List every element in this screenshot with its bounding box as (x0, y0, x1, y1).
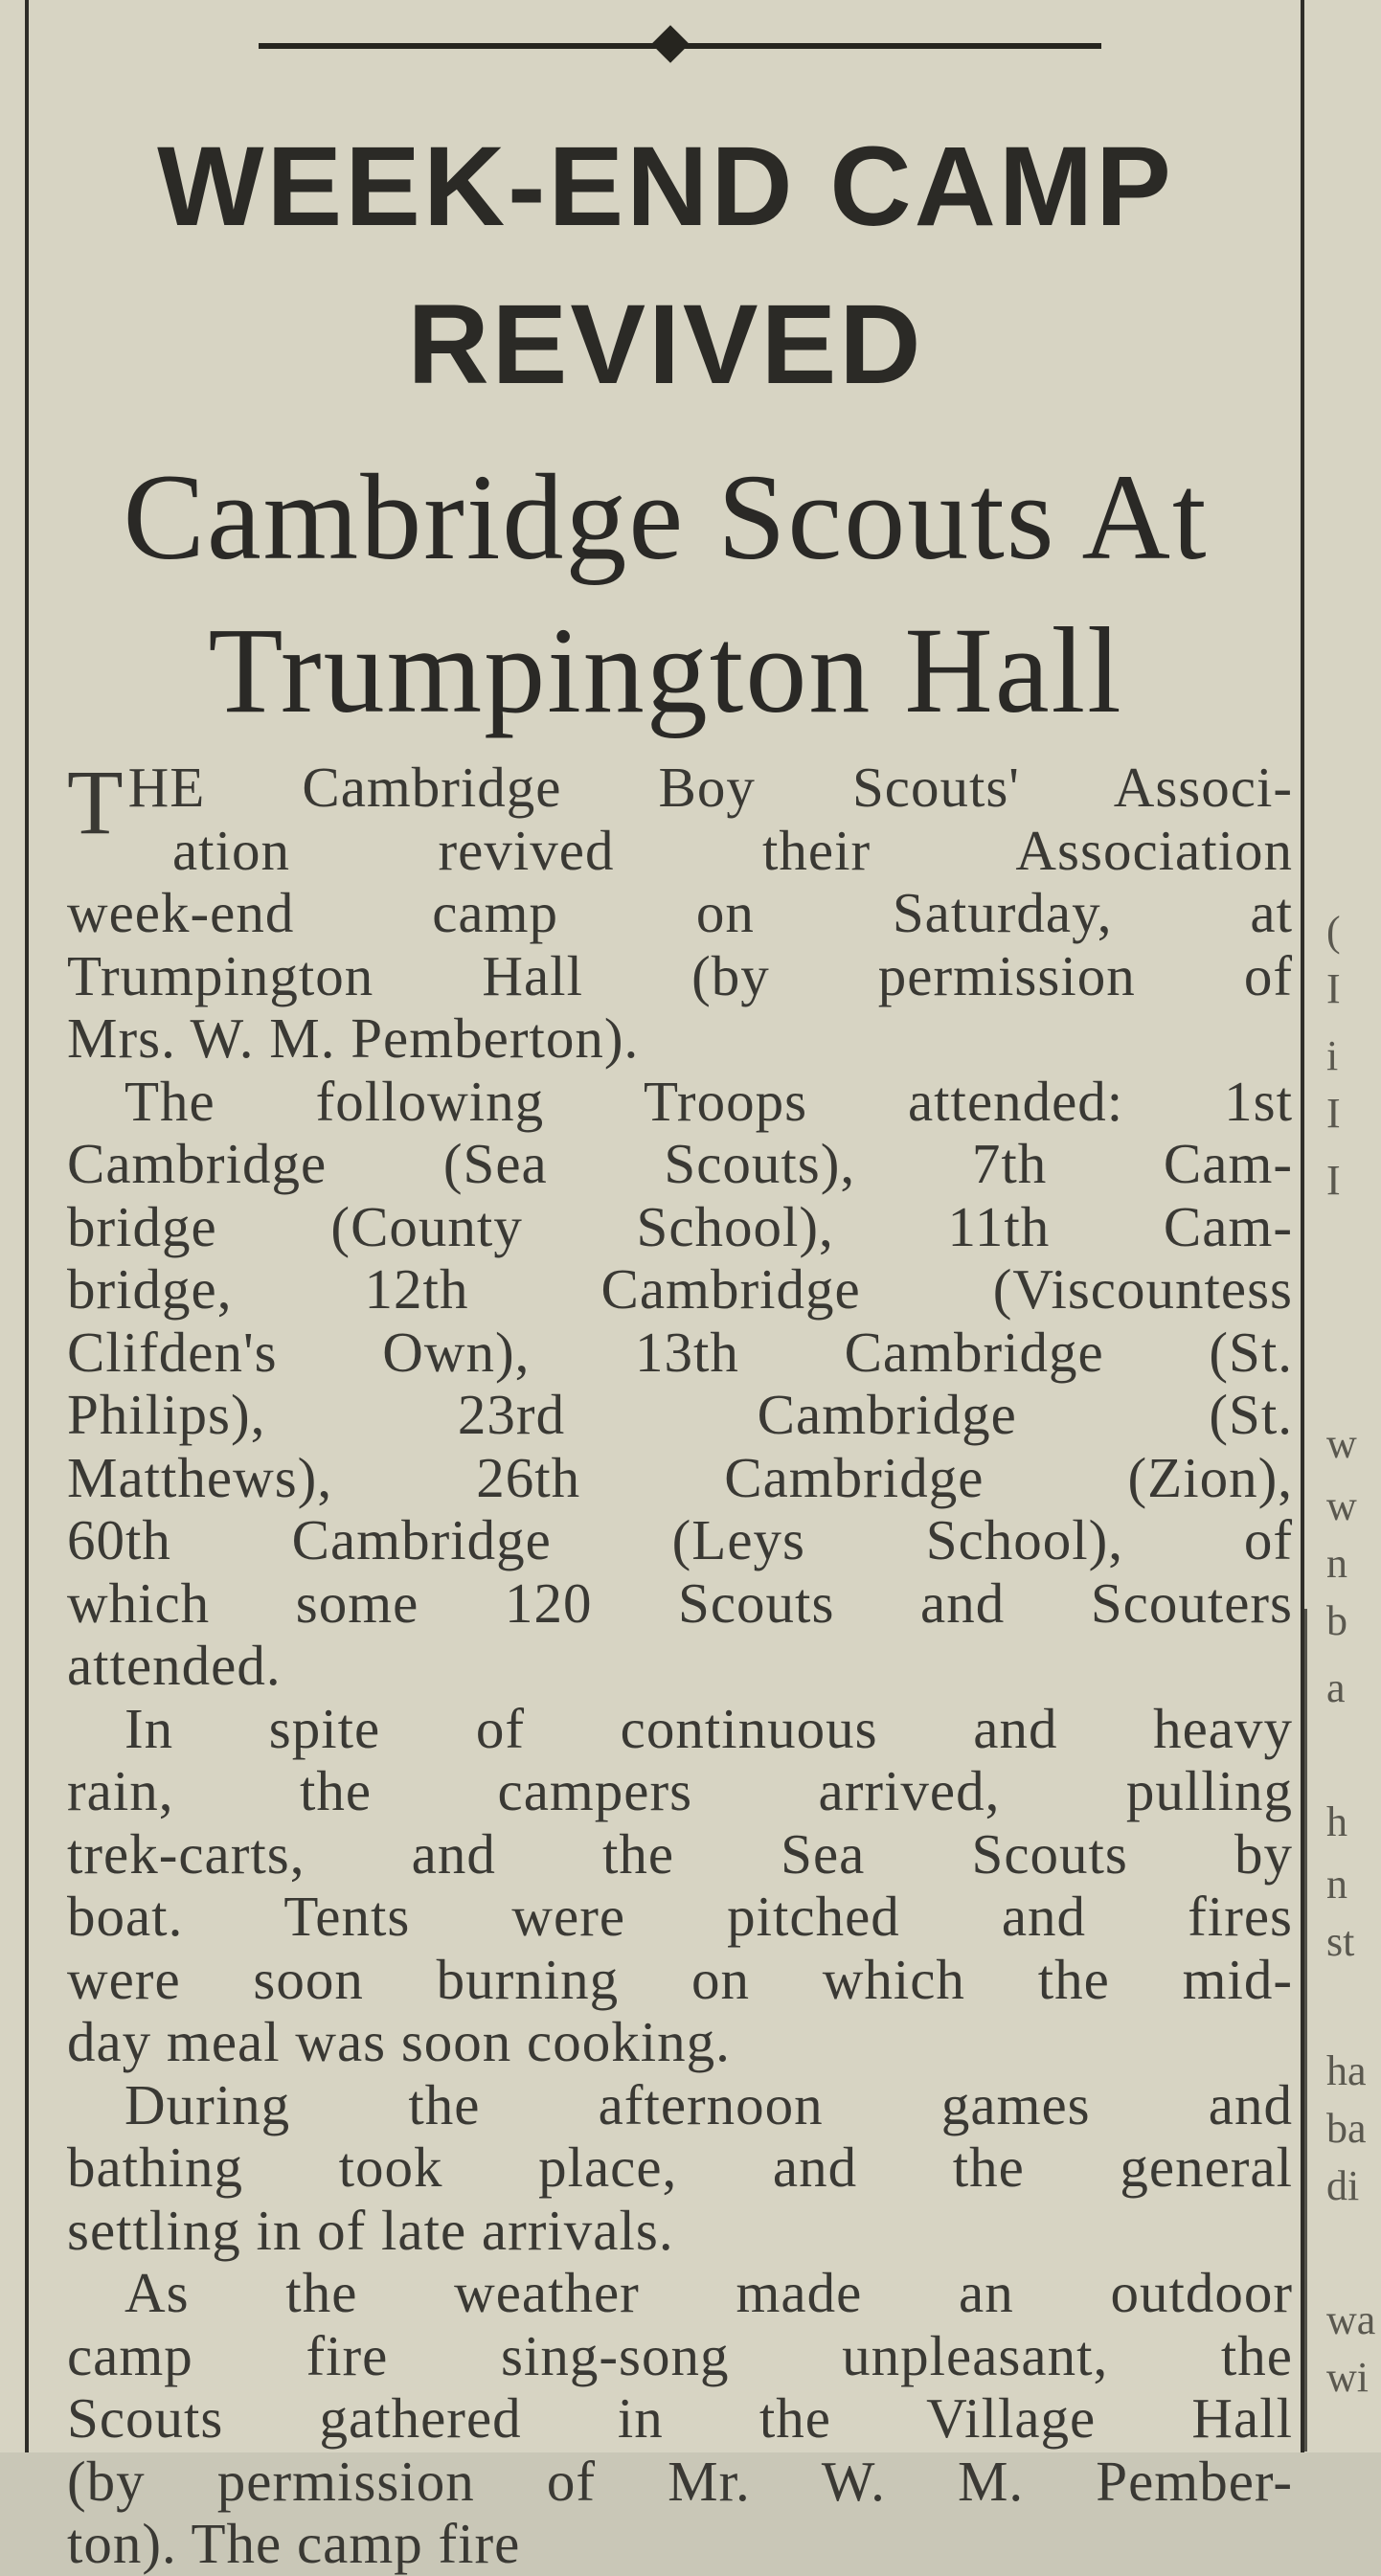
fragment-text: w (1326, 1482, 1357, 1529)
fragment-text: wi (1326, 2354, 1369, 2401)
article-line: As the weather made an outdoor (125, 2261, 1293, 2324)
fragment-text: h (1326, 1798, 1347, 1845)
article-line: which some 120 Scouts and Scouters (67, 1570, 1293, 1635)
article-line: During the afternoon games and (125, 2072, 1293, 2136)
article-line: ation revived their Association (172, 818, 1293, 882)
fragment-text: st (1326, 1918, 1355, 1965)
article-line: Philips), 23rd Cambridge (St. (67, 1383, 1293, 1446)
rule-diamond-ornament (651, 25, 690, 63)
article-line: 60th Cambridge (Leys School), of (67, 1508, 1293, 1571)
fragment-text: ( (1326, 908, 1341, 955)
paragraph-4 (67, 2074, 1293, 2263)
fragment-text: a (1326, 1664, 1346, 1711)
fragment-text: i (1326, 1032, 1339, 1079)
headline-line-1: WEEK-END CAMP (157, 124, 1174, 250)
article-line: week-end camp on Saturday, at (67, 881, 1293, 944)
article-line: The following Troops attended: 1st (125, 1069, 1293, 1133)
article-line: HE Cambridge Boy Scouts' Associ- (127, 756, 1293, 819)
fragment-text: n (1326, 1540, 1347, 1587)
article-line: (by permission of Mr. W. M. Pember- (67, 2449, 1293, 2513)
article-line: day meal was soon cooking. (67, 2010, 731, 2073)
drop-cap: T (67, 751, 125, 853)
paragraph-2 (67, 1071, 1293, 1698)
article-line: Cambridge (Sea Scouts), 7th Cam- (67, 1132, 1293, 1195)
fragment-text: I (1326, 1090, 1341, 1137)
paragraph-5 (67, 2262, 1293, 2576)
article-line: boat. Tents were pitched and fires (67, 1885, 1293, 1948)
article-line: bathing took place, and the general (67, 2135, 1293, 2199)
fragment-text: w (1326, 1420, 1357, 1467)
article-line: bridge, 12th Cambridge (Viscountess (67, 1257, 1293, 1321)
article-line: Matthews), 26th Cambridge (Zion), (67, 1445, 1293, 1509)
headline-line-2: REVIVED (407, 282, 924, 408)
article-line: were soon burning on which the mid- (67, 1947, 1293, 2011)
article-line: ton). The camp fire (67, 2512, 521, 2575)
column-rule-left (25, 0, 29, 2452)
subheadline-line-1: Cambridge Scouts At (123, 449, 1209, 585)
fragment-text: wa (1326, 2296, 1376, 2343)
article-line: In spite of continuous and heavy (125, 1696, 1293, 1760)
article-line: Trumpington Hall (by permission of (67, 943, 1293, 1007)
fragment-text: b (1326, 1597, 1347, 1644)
article-line: trek-carts, and the Sea Scouts by (67, 1821, 1293, 1886)
fragment-text: ha (1326, 2047, 1367, 2094)
article-line: settling in of late arrivals. (67, 2198, 674, 2262)
article-line: Mrs. W. M. Pemberton). (67, 1006, 640, 1070)
article-line: Clifden's Own), 13th Cambridge (St. (67, 1320, 1293, 1384)
fragment-text: I (1326, 965, 1341, 1012)
article-line: rain, the campers arrived, pulling (67, 1759, 1293, 1822)
gutter-rule (1304, 1609, 1307, 2452)
subheadline-line-2: Trumpington Hall (208, 602, 1123, 738)
fragment-text: di (1326, 2162, 1360, 2209)
fragment-text: I (1326, 1157, 1341, 1204)
paragraph-1 (67, 751, 1293, 1071)
article-line: bridge (County School), 11th Cam- (67, 1194, 1293, 1258)
article-line: attended. (67, 1634, 282, 1697)
article-line: Scouts gathered in the Village Hall (67, 2386, 1293, 2450)
fragment-text: n (1326, 1861, 1347, 1908)
article-line: camp fire sing-song unpleasant, the (67, 2323, 1293, 2387)
fragment-text: ba (1326, 2105, 1367, 2152)
article-body (67, 751, 1293, 2576)
paragraph-3 (67, 1698, 1293, 2074)
